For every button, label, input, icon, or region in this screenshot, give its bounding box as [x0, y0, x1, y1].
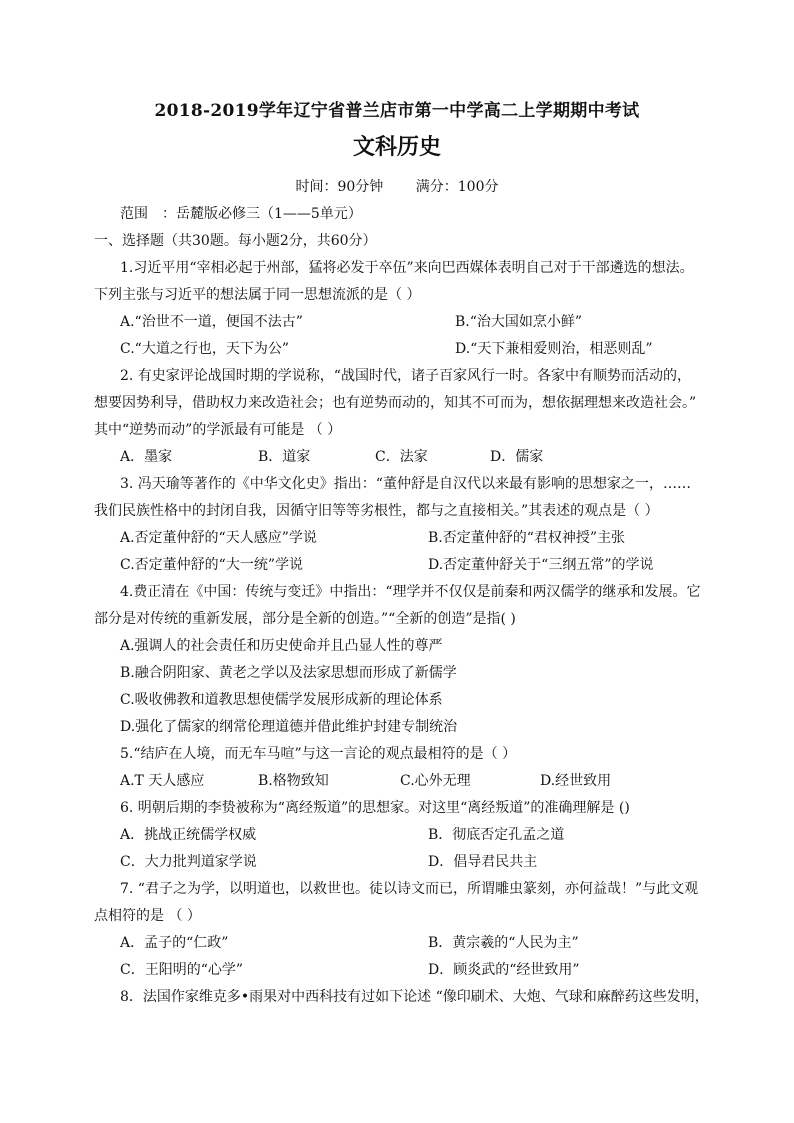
question-7-option-b: B．黄宗羲的“人民为主”: [428, 935, 579, 951]
question-8-line-1: 8．法国作家维克多•雨果对中西科技有过如下论述 “像印刷术、大炮、气球和麻醉药这些发明，: [120, 989, 709, 1005]
question-1-option-c: C.“大道之行也，天下为公”: [120, 341, 289, 357]
question-7-option-c: C．王阳明的“心学”: [120, 962, 244, 978]
question-2-line-2: 想要因势利导，借助权力来改造社会；也有逆势而动的，知其不可而为，想依据理想来改造社会。”: [94, 395, 697, 411]
question-2-line-3: 其中“逆势而动”的学派最有可能是 （ ）: [94, 422, 342, 438]
question-7-line-1: 7. “君子之为学，以明道也，以救世也。徒以诗文而已，所谓雕虫篆刻，亦何益哉！”与此文观: [120, 881, 699, 897]
exam-time: 时间：90分钟: [295, 179, 384, 195]
question-1-line-2: 下列主张与习近平的想法属于同一思想流派的是（ ）: [94, 287, 421, 303]
question-5-option-c: C.心外无理: [400, 773, 471, 789]
question-6-option-b: B．彻底否定孔孟之道: [428, 827, 565, 843]
question-4-option-b: B.融合阴阳家、黄老之学以及法家思想而形成了新儒学: [120, 665, 457, 681]
question-1-line-1: 1.习近平用“宰相必起于州部，猛将必发于卒伍”来向巴西媒体表明自己对于干部遴选的想法。: [120, 260, 694, 276]
question-1-option-b: B.“治大国如烹小鲜”: [455, 314, 583, 330]
question-1-option-d: D.“天下兼相爱则治，相恶则乱”: [455, 341, 653, 357]
question-4-option-c: C.吸收佛教和道教思想使儒学发展形成新的理论体系: [120, 692, 443, 708]
question-6-line-1: 6. 明朝后期的李贽被称为“离经叛道”的思想家。对这里“离经叛道”的准确理解是 (): [120, 800, 630, 816]
question-3-option-d: D.否定董仲舒关于“三纲五常”的学说: [428, 557, 654, 573]
question-4-option-d: D.强化了儒家的纲常伦理道德并借此维护封建专制统治: [120, 719, 458, 735]
question-1-option-a: A.“治世不一道，便国不法古”: [120, 314, 303, 330]
question-3-option-c: C.否定董仲舒的“大一统”学说: [120, 557, 303, 573]
exam-score: 满分：100分: [415, 179, 499, 195]
question-4-option-a: A.强调人的社会责任和历史使命并且凸显人性的尊严: [120, 638, 443, 654]
question-3-option-a: A.否定董仲舒的“天人感应”学说: [120, 530, 317, 546]
section-heading: 一、选择题（共30题。每小题2分，共60分）: [94, 233, 377, 249]
question-5-line-1: 5.“结庐在人境，而无车马喧”与这一言论的观点最相符的是（ ）: [120, 746, 517, 762]
question-5-option-d: D.经世致用: [540, 773, 612, 789]
question-5-option-b: B.格物致知: [258, 773, 329, 789]
question-3-option-b: B.否定董仲舒的“君权神授”主张: [428, 530, 626, 546]
subject-title: 文科历史: [352, 134, 441, 160]
question-2-line-1: 2. 有史家评论战国时期的学说称，“战国时代，诸子百家风行一时。各家中有顺势而活动的，: [120, 368, 691, 384]
exam-title: 2018-2019学年辽宁省普兰店市第一中学高二上学期期中考试: [154, 101, 640, 121]
question-2-option-a: A．墨家: [120, 449, 173, 465]
exam-meta: [0, 176, 794, 196]
question-6-option-a: A．挑战正统儒学权威: [120, 827, 257, 843]
question-7-line-2: 点相符的是 （ ）: [94, 908, 201, 924]
question-7-option-d: D．顾炎武的“经世致用”: [428, 962, 580, 978]
question-2-option-c: C．法家: [375, 449, 428, 465]
question-4-line-1: 4.费正清在《中国：传统与变迁》中指出：“理学并不仅仅是前秦和两汉儒学的继承和发展。它: [120, 584, 701, 600]
question-7-option-a: A．孟子的“仁政”: [120, 935, 229, 951]
question-2-option-d: D．儒家: [490, 449, 544, 465]
question-6-option-d: D．倡导君民共主: [428, 854, 538, 870]
question-2-option-b: B．道家: [258, 449, 311, 465]
question-3-line-1: 3. 冯天瑜等著作的《中华文化史》指出：“董仲舒是自汉代以来最有影响的思想家之一，……: [120, 476, 691, 492]
exam-scope: 范围 ：岳麓版必修三（1——5单元）: [120, 206, 362, 222]
question-4-line-2: 部分是对传统的重新发展，部分是全新的创造。”“全新的创造”是指( ): [94, 611, 516, 627]
question-3-line-2: 我们民族性格中的封闭自我，因循守旧等等劣根性，都与之直接相关。”其表述的观点是（ ）: [94, 503, 659, 519]
question-6-option-c: C．大力批判道家学说: [120, 854, 257, 870]
question-5-option-a: A.T 天人感应: [120, 773, 205, 789]
